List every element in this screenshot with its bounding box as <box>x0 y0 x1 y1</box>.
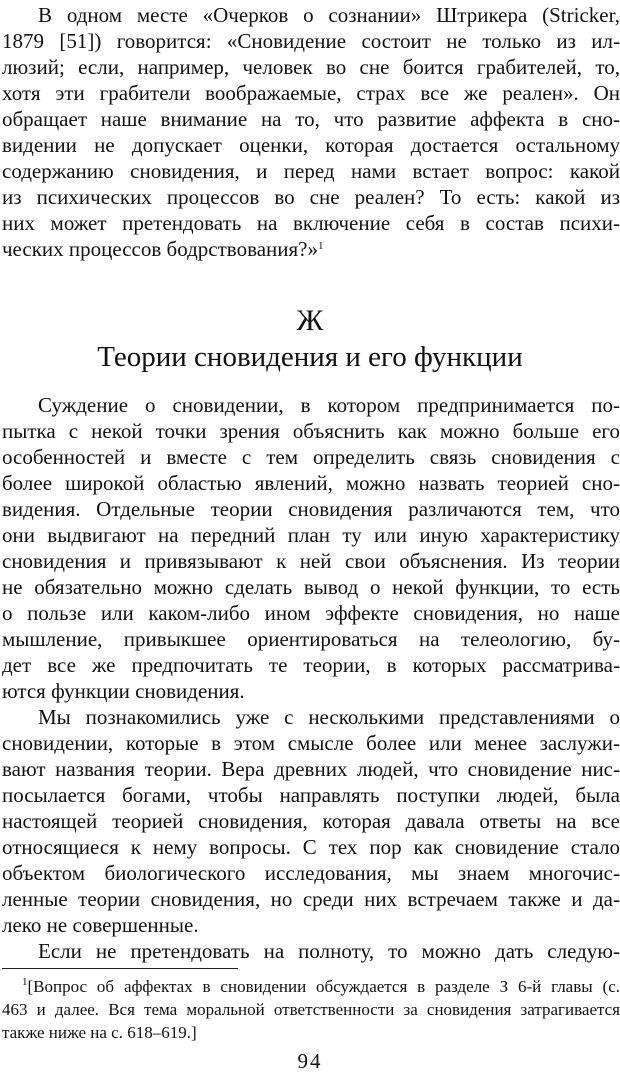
text-line: видении не допускает оценки, которая достается остальному <box>2 133 620 157</box>
section-letter: Ж <box>296 304 324 337</box>
text-line: о пользе или каком-либо ином эффекте сновидения, но наше <box>2 601 620 625</box>
text-line: настоящей теорией сновидения, которая давала ответы на все <box>2 809 620 833</box>
text-line: хотя эти грабители воображаемые, страх все же реален». Он <box>2 81 620 105</box>
footnote-line-first <box>22 976 620 998</box>
text-line: сновидении, которые в этом смысле более или менее заслужи- <box>2 731 620 755</box>
text-line: не обязательно можно сделать вывод о некой функции, то есть <box>2 575 620 599</box>
text-line: посылается богами, чтобы направлять поступки людей, была <box>2 783 620 807</box>
text-line: содержанию сновидения, и перед нами встает вопрос: какой <box>2 159 620 183</box>
text-line: ленные теории сновидения, но среди них встречаем также и да- <box>2 887 620 911</box>
text-line: более широкой областью явлений, можно назвать теорией сно- <box>2 471 620 495</box>
text-line: них может претендовать на включение себя в состав психи- <box>2 211 620 235</box>
text-line: Суждение о сновидении, в котором предпринимается по- <box>38 393 620 417</box>
text-line: 1879 [51]) говорится: «Сновидение состоит не только из ил- <box>2 29 620 53</box>
text-line: леко не совершенные. <box>2 913 199 937</box>
text-line: из психических процессов во сне реален? То есть: какой из <box>2 185 620 209</box>
text-line: В одном месте «Очерков о сознании» Штрикера (Stricker, <box>38 3 620 27</box>
text-line: видения. Отдельные теории сновидения различаются тем, что <box>2 497 620 521</box>
text-line: они выдвигают на передний план ту или иную характеристику <box>2 523 620 547</box>
text-line-last <box>2 236 620 262</box>
text-line: мышление, привыкшее ориентироваться на телеологию, бу- <box>2 627 620 651</box>
text-line: дет все же предпочитать те теории, в которых рассматрива- <box>2 653 620 677</box>
text-line: вают названия теории. Вера древних людей, что сновидение нис- <box>2 757 620 781</box>
text-line: ческих процессов бодрствования?» <box>2 237 318 261</box>
text-line: ются функции сновидения. <box>2 679 245 703</box>
footnote-line: [Вопрос об аффектах в сновидении обсуждается в разделе З 6-й главы (с. <box>27 977 620 996</box>
text-line: пытка с некой точки зрения объяснить как можно больше его <box>2 419 620 443</box>
page-number: 94 <box>297 1049 323 1073</box>
section-title: Теории сновидения и его функции <box>97 341 523 373</box>
text-line: люзий; если, например, человек во сне боится грабителей, то, <box>2 55 620 79</box>
footnote-reference: 1 <box>318 240 324 252</box>
text-line: Мы познакомились уже с несколькими представлениями о <box>38 705 620 729</box>
text-line: особенностей и вместе с тем определить связь сновидения с <box>2 445 620 469</box>
footnote-line: 463 и далее. Вся тема моральной ответственности за сновидения затрагивается <box>2 1000 620 1019</box>
text-line: Если не претендовать на полноту, то можно дать следую- <box>38 939 620 963</box>
footnote-divider <box>2 968 238 969</box>
text-line: относящиеся к нему вопросы. С тех пор как сновидение стало <box>2 835 620 859</box>
text-line: объектом биологического исследования, мы знаем многочис- <box>2 861 620 885</box>
footnote-line: также ниже на с. 618–619.] <box>2 1023 197 1042</box>
text-line: обращает наше внимание на то, что развитие аффекта в сно- <box>2 107 620 131</box>
footnote-marker: 1 <box>22 976 28 988</box>
text-line: сновидения и привязывают к ней свои объяснения. Из теории <box>2 549 620 573</box>
